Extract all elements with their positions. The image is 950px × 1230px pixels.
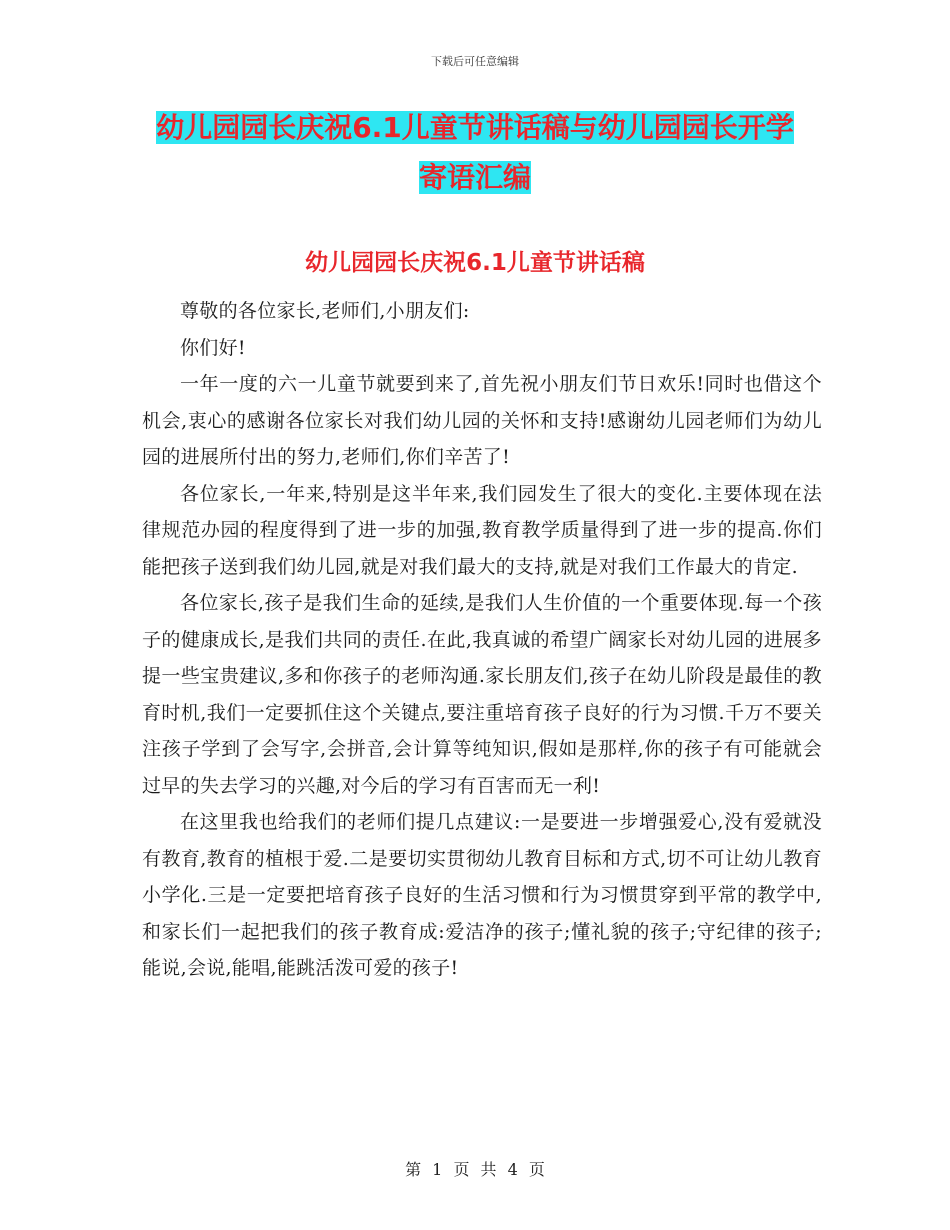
paragraph: 各位家长,一年来,特别是这半年来,我们园发生了很大的变化.主要体现在法律规范办园的程度得到了进一步的加强,教育教学质量得到了进一步的提高.你们能把孩子送到我们幼儿园,就是对我们最大的支持,就是对我们工作最大的肯定. [142, 482, 822, 578]
document-title-line-1: 幼儿园园长庆祝6.1儿童节讲话稿与幼儿园园长开学 [156, 111, 794, 144]
document-title [150, 103, 800, 203]
header-note: 下载后可任意编辑 [431, 55, 519, 68]
section-title: 幼儿园园长庆祝6.1儿童节讲话稿 [305, 250, 645, 276]
document-title-line-2: 寄语汇编 [418, 161, 531, 194]
paragraph: 各位家长,孩子是我们生命的延续,是我们人生价值的一个重要体现.每一个孩子的健康成长,是我们共同的责任.在此,我真诚的希望广阔家长对幼儿园的进展多提一些宝贵建议,多和你孩子的老师沟通.家长朋友们,孩子在幼儿阶段是最佳的教育时机,我们一定要抓住这个关键点,要注重培育孩子良好的行为习惯.千万不要关注孩子学到了会写字,会拼音,会计算等纯知识,假如是那样,你的孩子有可能就会过早的失去学习的兴趣,对今后的学习有百害而无一利! [142, 592, 822, 797]
paragraph-salutation: 尊敬的各位家长,老师们,小朋友们: [180, 300, 470, 322]
paragraph: 在这里我也给我们的老师们提几点建议:一是要进一步增强爱心,没有爱就没有教育,教育的植根于爱.二是要切实贯彻幼儿教育目标和方式,切不可让幼儿教育小学化.三是一定要把培育孩子良好的生活习惯和行为习惯贯穿到平常的教学中,和家长们一起把我们的孩子教育成:爱洁净的孩子;懂礼貌的孩子;守纪律的孩子;能说,会说,能唱,能跳活泼可爱的孩子! [142, 811, 822, 979]
paragraph-greeting: 你们好! [180, 336, 246, 359]
paragraph: 一年一度的六一儿童节就要到来了,首先祝小朋友们节日欢乐!同时也借这个机会,衷心的感谢各位家长对我们幼儿园的关怀和支持!感谢幼儿园老师们为幼儿园的进展所付出的努力,老师们,你们辛苦了! [142, 373, 822, 468]
body-text [142, 293, 822, 987]
page-footer: 第 1 页 共 4 页 [405, 1160, 545, 1179]
